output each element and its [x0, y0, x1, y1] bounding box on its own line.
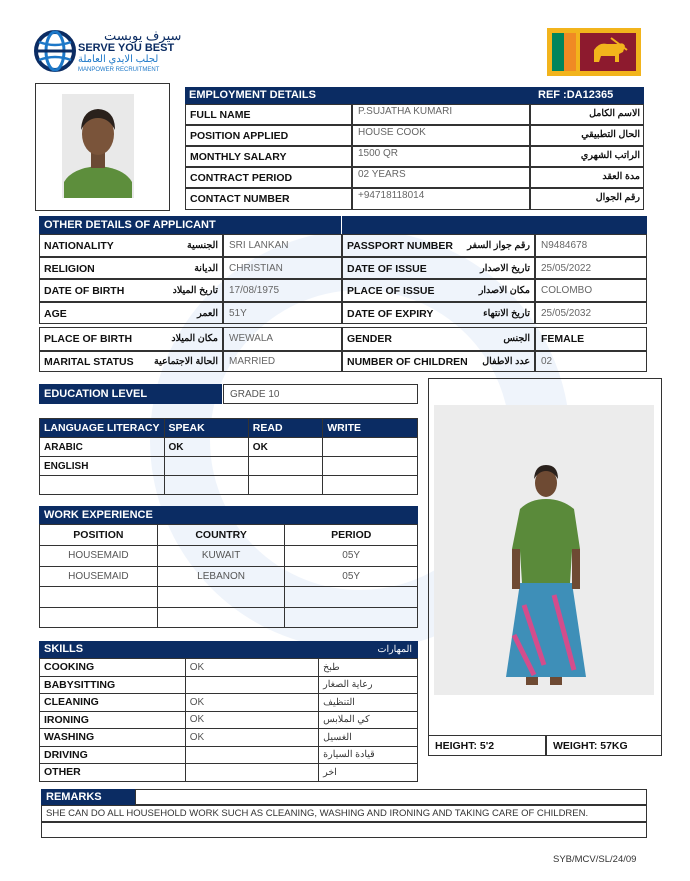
applicant-portrait-photo [62, 94, 134, 198]
employment-arabic-label: الراتب الشهري [580, 150, 640, 161]
other-right-arabic-label: تاريخ الانتهاء [483, 307, 530, 319]
work-header-row [40, 525, 418, 546]
skill-value [185, 676, 318, 694]
skill-arabic: التنظيف [319, 694, 418, 712]
employment-value: HOUSE COOK [358, 127, 426, 138]
skill-value [185, 764, 318, 782]
footer-code: SYB/MCV/SL/24/09 [553, 854, 637, 865]
other-right-label: DATE OF ISSUE [347, 262, 427, 275]
other-right-value: FEMALE [541, 333, 585, 345]
passport-photo-frame [35, 83, 170, 211]
skill-row [40, 694, 418, 712]
other-details-header-right [342, 216, 647, 234]
other-left-arabic-label: الديانة [194, 262, 218, 274]
skill-row [40, 746, 418, 764]
skill-arabic: طبخ [319, 659, 418, 677]
reference-number: REF :DA12365 [535, 87, 644, 104]
other-right-arabic-label: مكان الاصدار [478, 285, 530, 296]
work-cell: HOUSEMAID [40, 566, 158, 587]
other-left-value: 51Y [229, 307, 247, 319]
skill-row [40, 764, 418, 782]
skill-name: CLEANING [40, 694, 186, 712]
other-left-value: CHRISTIAN [229, 262, 283, 274]
employment-label: CONTRACT PERIOD [190, 172, 293, 184]
other-left-arabic-label: الجنسية [187, 240, 218, 251]
language-cell [323, 457, 418, 476]
skill-value: OK [185, 711, 318, 729]
company-logo [34, 28, 184, 78]
other-right-arabic-label: رقم جواز السفر [467, 240, 530, 251]
employment-value: +94718118014 [358, 190, 425, 201]
employment-label: CONTACT NUMBER [190, 193, 290, 205]
education-level-label: EDUCATION LEVEL [39, 384, 222, 404]
other-left-arabic-label: مكان الميلاد [171, 333, 218, 344]
employment-value: 1500 QR [358, 148, 399, 159]
work-cell: HOUSEMAID [40, 546, 158, 567]
language-cell [323, 476, 418, 495]
skills-header: SKILLS المهارات [39, 641, 418, 658]
work-cell [285, 607, 418, 628]
other-right-arabic-label: تاريخ الاصدار [480, 262, 530, 274]
language-cell: ARABIC [40, 438, 165, 457]
skill-row [40, 729, 418, 747]
work-cell [157, 607, 285, 628]
brand-name: SERVE YOU BEST [78, 42, 175, 54]
employment-arabic-label: رقم الجوال [595, 192, 640, 203]
other-left-label: AGE [44, 307, 67, 320]
skills-table [39, 658, 418, 782]
other-right-value: 25/05/2022 [541, 262, 592, 274]
other-left-value: WEWALA [229, 333, 274, 344]
work-column-header: COUNTRY [157, 525, 285, 546]
skill-row [40, 711, 418, 729]
language-cell [248, 476, 322, 495]
other-left-arabic-label: تاريخ الميلاد [172, 285, 218, 296]
brand-arabic-name: سيرف يوبست [104, 28, 182, 43]
skill-arabic: قيادة السيارة [319, 746, 418, 764]
language-header-cell: SPEAK [164, 419, 248, 438]
other-right-value: 25/05/2032 [541, 307, 592, 319]
work-column-header: POSITION [40, 525, 158, 546]
skill-name: IRONING [40, 711, 186, 729]
work-cell [285, 587, 418, 608]
language-row [40, 476, 418, 495]
language-cell: OK [248, 438, 322, 457]
skill-name: DRIVING [40, 746, 186, 764]
other-left-arabic-label: العمر [197, 307, 218, 319]
language-header-cell: READ [248, 419, 322, 438]
language-cell: ENGLISH [40, 457, 165, 476]
work-cell: LEBANON [157, 566, 285, 587]
other-right-arabic-label: عدد الاطفال [482, 355, 530, 367]
work-experience-header: WORK EXPERIENCE [39, 506, 418, 524]
other-left-value: SRI LANKAN [229, 240, 289, 251]
work-cell [40, 587, 158, 608]
language-header-cell: WRITE [323, 419, 418, 438]
language-literacy-table [39, 418, 418, 495]
work-row [40, 587, 418, 608]
work-row [40, 546, 418, 567]
employment-arabic-label: الاسم الكامل [589, 108, 640, 119]
work-row [40, 566, 418, 587]
other-left-value: MARRIED [229, 355, 276, 367]
work-cell: 05Y [285, 546, 418, 567]
education-level-value: GRADE 10 [223, 384, 418, 404]
remarks-header-rule [135, 789, 647, 805]
skill-value: OK [185, 729, 318, 747]
globe-logo-icon [34, 30, 76, 72]
employment-arabic-label: الحال التطبيقي [581, 129, 640, 140]
employment-arabic-label: مدة العقد [602, 171, 640, 182]
language-cell: OK [164, 438, 248, 457]
skill-arabic: رعاية الصغار [319, 676, 418, 694]
skill-row [40, 659, 418, 677]
employment-details-header: EMPLOYMENT DETAILS [185, 87, 535, 104]
work-cell: KUWAIT [157, 546, 285, 567]
full-body-photo-frame [428, 378, 662, 756]
other-left-label: DATE OF BIRTH [44, 285, 125, 297]
skill-arabic: الغسيل [319, 729, 418, 747]
sri-lanka-flag-icon [547, 28, 641, 76]
brand-arabic-tagline: لجلب الايدي العاملة [78, 54, 159, 65]
applicant-full-body-photo [434, 405, 654, 695]
other-right-value: N9484678 [541, 240, 588, 251]
other-details-header: OTHER DETAILS OF APPLICANT [39, 216, 341, 234]
other-left-arabic-label: الحالة الاجتماعية [154, 355, 218, 367]
other-right-label: DATE OF EXPIRY [347, 307, 434, 320]
weight-box: WEIGHT: 57KG [546, 735, 662, 756]
other-right-arabic-label: الجنس [503, 333, 530, 344]
language-cell [248, 457, 322, 476]
employment-value: P.SUJATHA KUMARI [358, 106, 453, 117]
work-row [40, 607, 418, 628]
language-cell [164, 457, 248, 476]
other-left-label: PLACE OF BIRTH [44, 333, 133, 345]
skill-value: OK [185, 659, 318, 677]
other-right-value: 02 [541, 355, 553, 367]
skill-row [40, 676, 418, 694]
work-cell: 05Y [285, 566, 418, 587]
language-header-cell: LANGUAGE LITERACY [40, 419, 165, 438]
height-box: HEIGHT: 5'2 [428, 735, 546, 756]
other-right-label: PASSPORT NUMBER [347, 240, 453, 252]
skill-arabic: كي الملابس [319, 711, 418, 729]
other-right-value: COLOMBO [541, 285, 593, 296]
language-cell [323, 438, 418, 457]
language-cell [164, 476, 248, 495]
skill-arabic: اخر [319, 764, 418, 782]
skills-header-arabic: المهارات [377, 644, 412, 655]
other-left-label: NATIONALITY [44, 240, 114, 252]
employment-label: MONTHLY SALARY [190, 151, 287, 163]
other-right-label: PLACE OF ISSUE [347, 285, 435, 297]
skill-value: OK [185, 694, 318, 712]
language-cell [40, 476, 165, 495]
remarks-text: SHE CAN DO ALL HOUSEHOLD WORK SUCH AS CLEANING, WASHING AND IRONING AND TAKING CARE OF CHILDREN. [41, 805, 647, 822]
other-right-label: NUMBER OF CHILDREN [347, 355, 468, 368]
work-experience-table [39, 524, 418, 628]
remarks-blank-row [41, 822, 647, 838]
skill-name: OTHER [40, 764, 186, 782]
brand-tagline: MANPOWER RECRUITMENT [78, 67, 160, 73]
work-column-header: PERIOD [285, 525, 418, 546]
other-right-label: GENDER [347, 333, 392, 345]
skill-name: BABYSITTING [40, 676, 186, 694]
work-cell [40, 607, 158, 628]
language-row [40, 457, 418, 476]
employment-value: 02 YEARS [358, 169, 406, 180]
skill-name: WASHING [40, 729, 186, 747]
remarks-header: REMARKS [41, 789, 135, 805]
other-left-value: 17/08/1975 [229, 285, 280, 296]
skill-name: COOKING [40, 659, 186, 677]
employment-label: POSITION APPLIED [190, 130, 289, 142]
skill-value [185, 746, 318, 764]
language-header-row [40, 419, 418, 438]
language-row [40, 438, 418, 457]
work-cell [157, 587, 285, 608]
employment-label: FULL NAME [190, 109, 251, 121]
other-left-label: MARITAL STATUS [44, 355, 134, 368]
other-left-label: RELIGION [44, 262, 95, 275]
